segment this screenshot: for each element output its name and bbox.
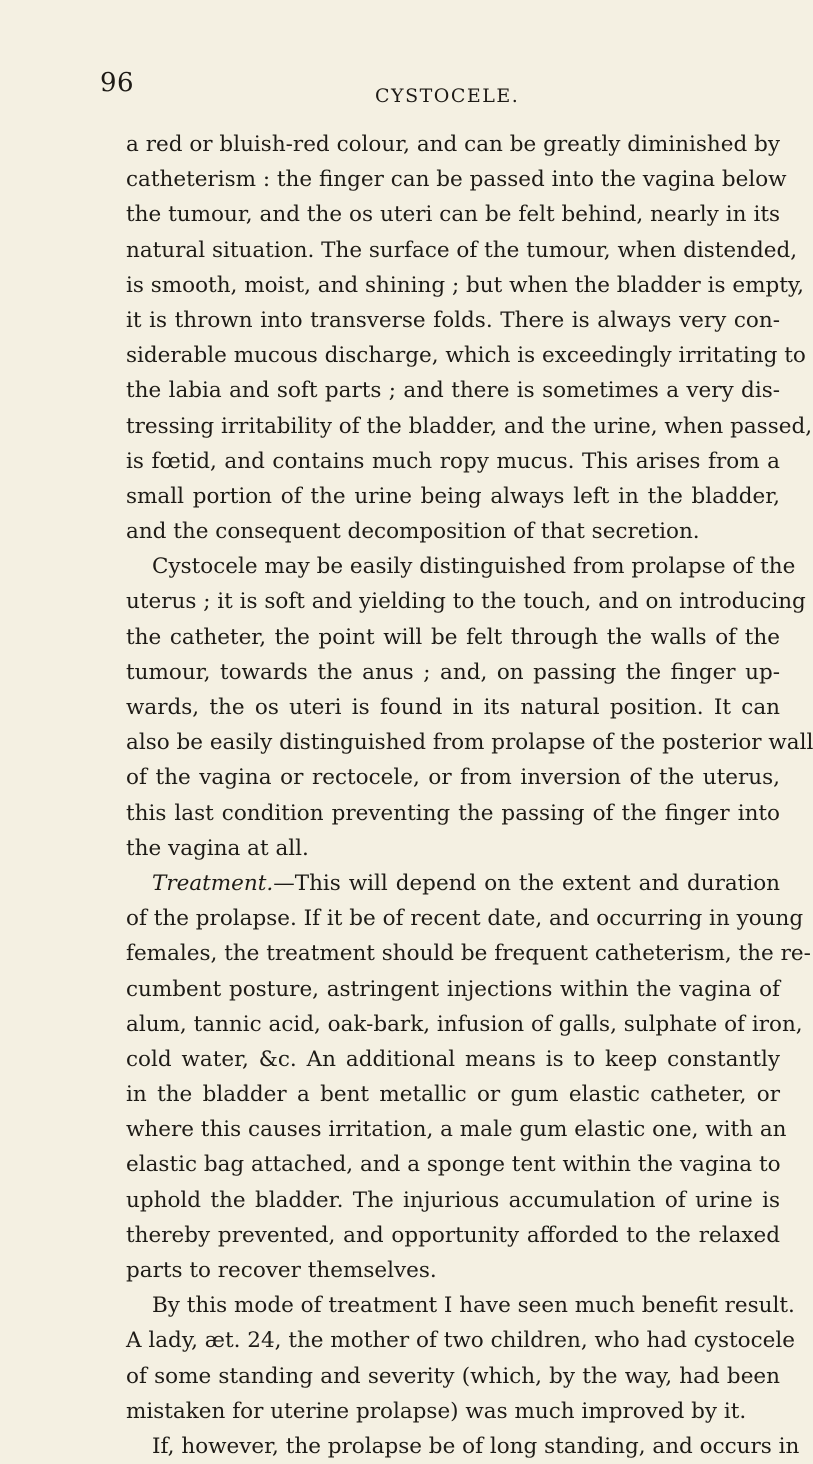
text-line: wards, the os uteri is found in its natural position. It can — [126, 695, 780, 720]
text-line: also be easily distinguished from prolapse of the posterior wall — [126, 730, 813, 756]
text-line — [126, 866, 780, 901]
text-line: this last condition preventing the passing of the finger into — [126, 800, 780, 826]
text-line: is smooth, moist, and shining ; but when the bladder is empty, — [126, 272, 805, 298]
text-line: the labia and soft parts ; and there is sometimes a very dis- — [126, 378, 780, 404]
page-number: 96 — [100, 68, 135, 98]
text-line: By this mode of treatment I have seen much benefit result. — [152, 1293, 795, 1319]
text-line: catheterism : the finger can be passed into the vagina below — [126, 167, 787, 193]
body-text — [126, 127, 813, 1464]
text-line: of the prolapse. If it be of recent date, and occurring in young — [126, 906, 804, 932]
text-line: thereby prevented, and opportunity afforded to the relaxed — [126, 1222, 780, 1248]
text-line: A lady, æt. 24, the mother of two children, who had cystocele — [126, 1328, 795, 1354]
text-line: Cystocele may be easily distinguished from prolapse of the — [152, 554, 796, 580]
text-line: uterus ; it is soft and yielding to the touch, and on introducing — [126, 589, 806, 615]
text-line: the vagina at all. — [126, 835, 309, 861]
text-line: a red or bluish-red colour, and can be greatly diminished by — [126, 132, 780, 157]
text-line: uphold the bladder. The injurious accumulation of urine is — [126, 1187, 780, 1213]
text-line: small portion of the urine being always left in the bladder, — [126, 483, 780, 509]
text-line: mistaken for uterine prolapse) was much improved by it. — [126, 1398, 747, 1424]
text-line: the tumour, and the os uteri can be felt behind, nearly in its — [126, 202, 780, 228]
section-heading-treatment: Treatment. — [152, 870, 274, 896]
text-line: the catheter, the point will be felt through the walls of the — [126, 624, 780, 650]
text-line: alum, tannic acid, oak-bark, infusion of galls, sulphate of iron, — [126, 1011, 803, 1037]
text-line: If, however, the prolapse be of long standing, and occurs in — [152, 1433, 800, 1459]
text-line: females, the treatment should be frequent catheterism, the re- — [126, 941, 811, 967]
text-line: siderable mucous discharge, which is exceedingly irritating to — [126, 343, 806, 369]
running-title: CYSTOCELE. — [375, 85, 520, 107]
text-line: and the consequent decomposition of that secretion. — [126, 519, 700, 545]
text-line: natural situation. The surface of the tumour, when distended, — [126, 237, 798, 263]
text-line: it is thrown into transverse folds. There is always very con- — [126, 307, 780, 333]
text-line: cumbent posture, astringent injections within the vagina of — [126, 976, 780, 1002]
text-line: is fœtid, and contains much ropy mucus. This arises from a — [126, 448, 780, 474]
text-line: of some standing and severity (which, by the way, had been — [126, 1363, 780, 1389]
text-line: parts to recover themselves. — [126, 1258, 437, 1283]
text-line: cold water, &c. An additional means is to keep constantly — [126, 1046, 780, 1072]
text-line: in the bladder a bent metallic or gum elastic catheter, or — [126, 1082, 780, 1108]
text-line-continuation: —This will depend on the extent and duration — [273, 870, 780, 896]
text-line: tressing irritability of the bladder, and the urine, when passed, — [126, 413, 813, 439]
text-line: elastic bag attached, and a sponge tent within the vagina to — [126, 1152, 781, 1178]
text-line: tumour, towards the anus ; and, on passing the finger up- — [126, 659, 780, 685]
text-line: where this causes irritation, a male gum elastic one, with an — [126, 1117, 787, 1143]
text-line: of the vagina or rectocele, or from inversion of the uterus, — [126, 765, 780, 791]
